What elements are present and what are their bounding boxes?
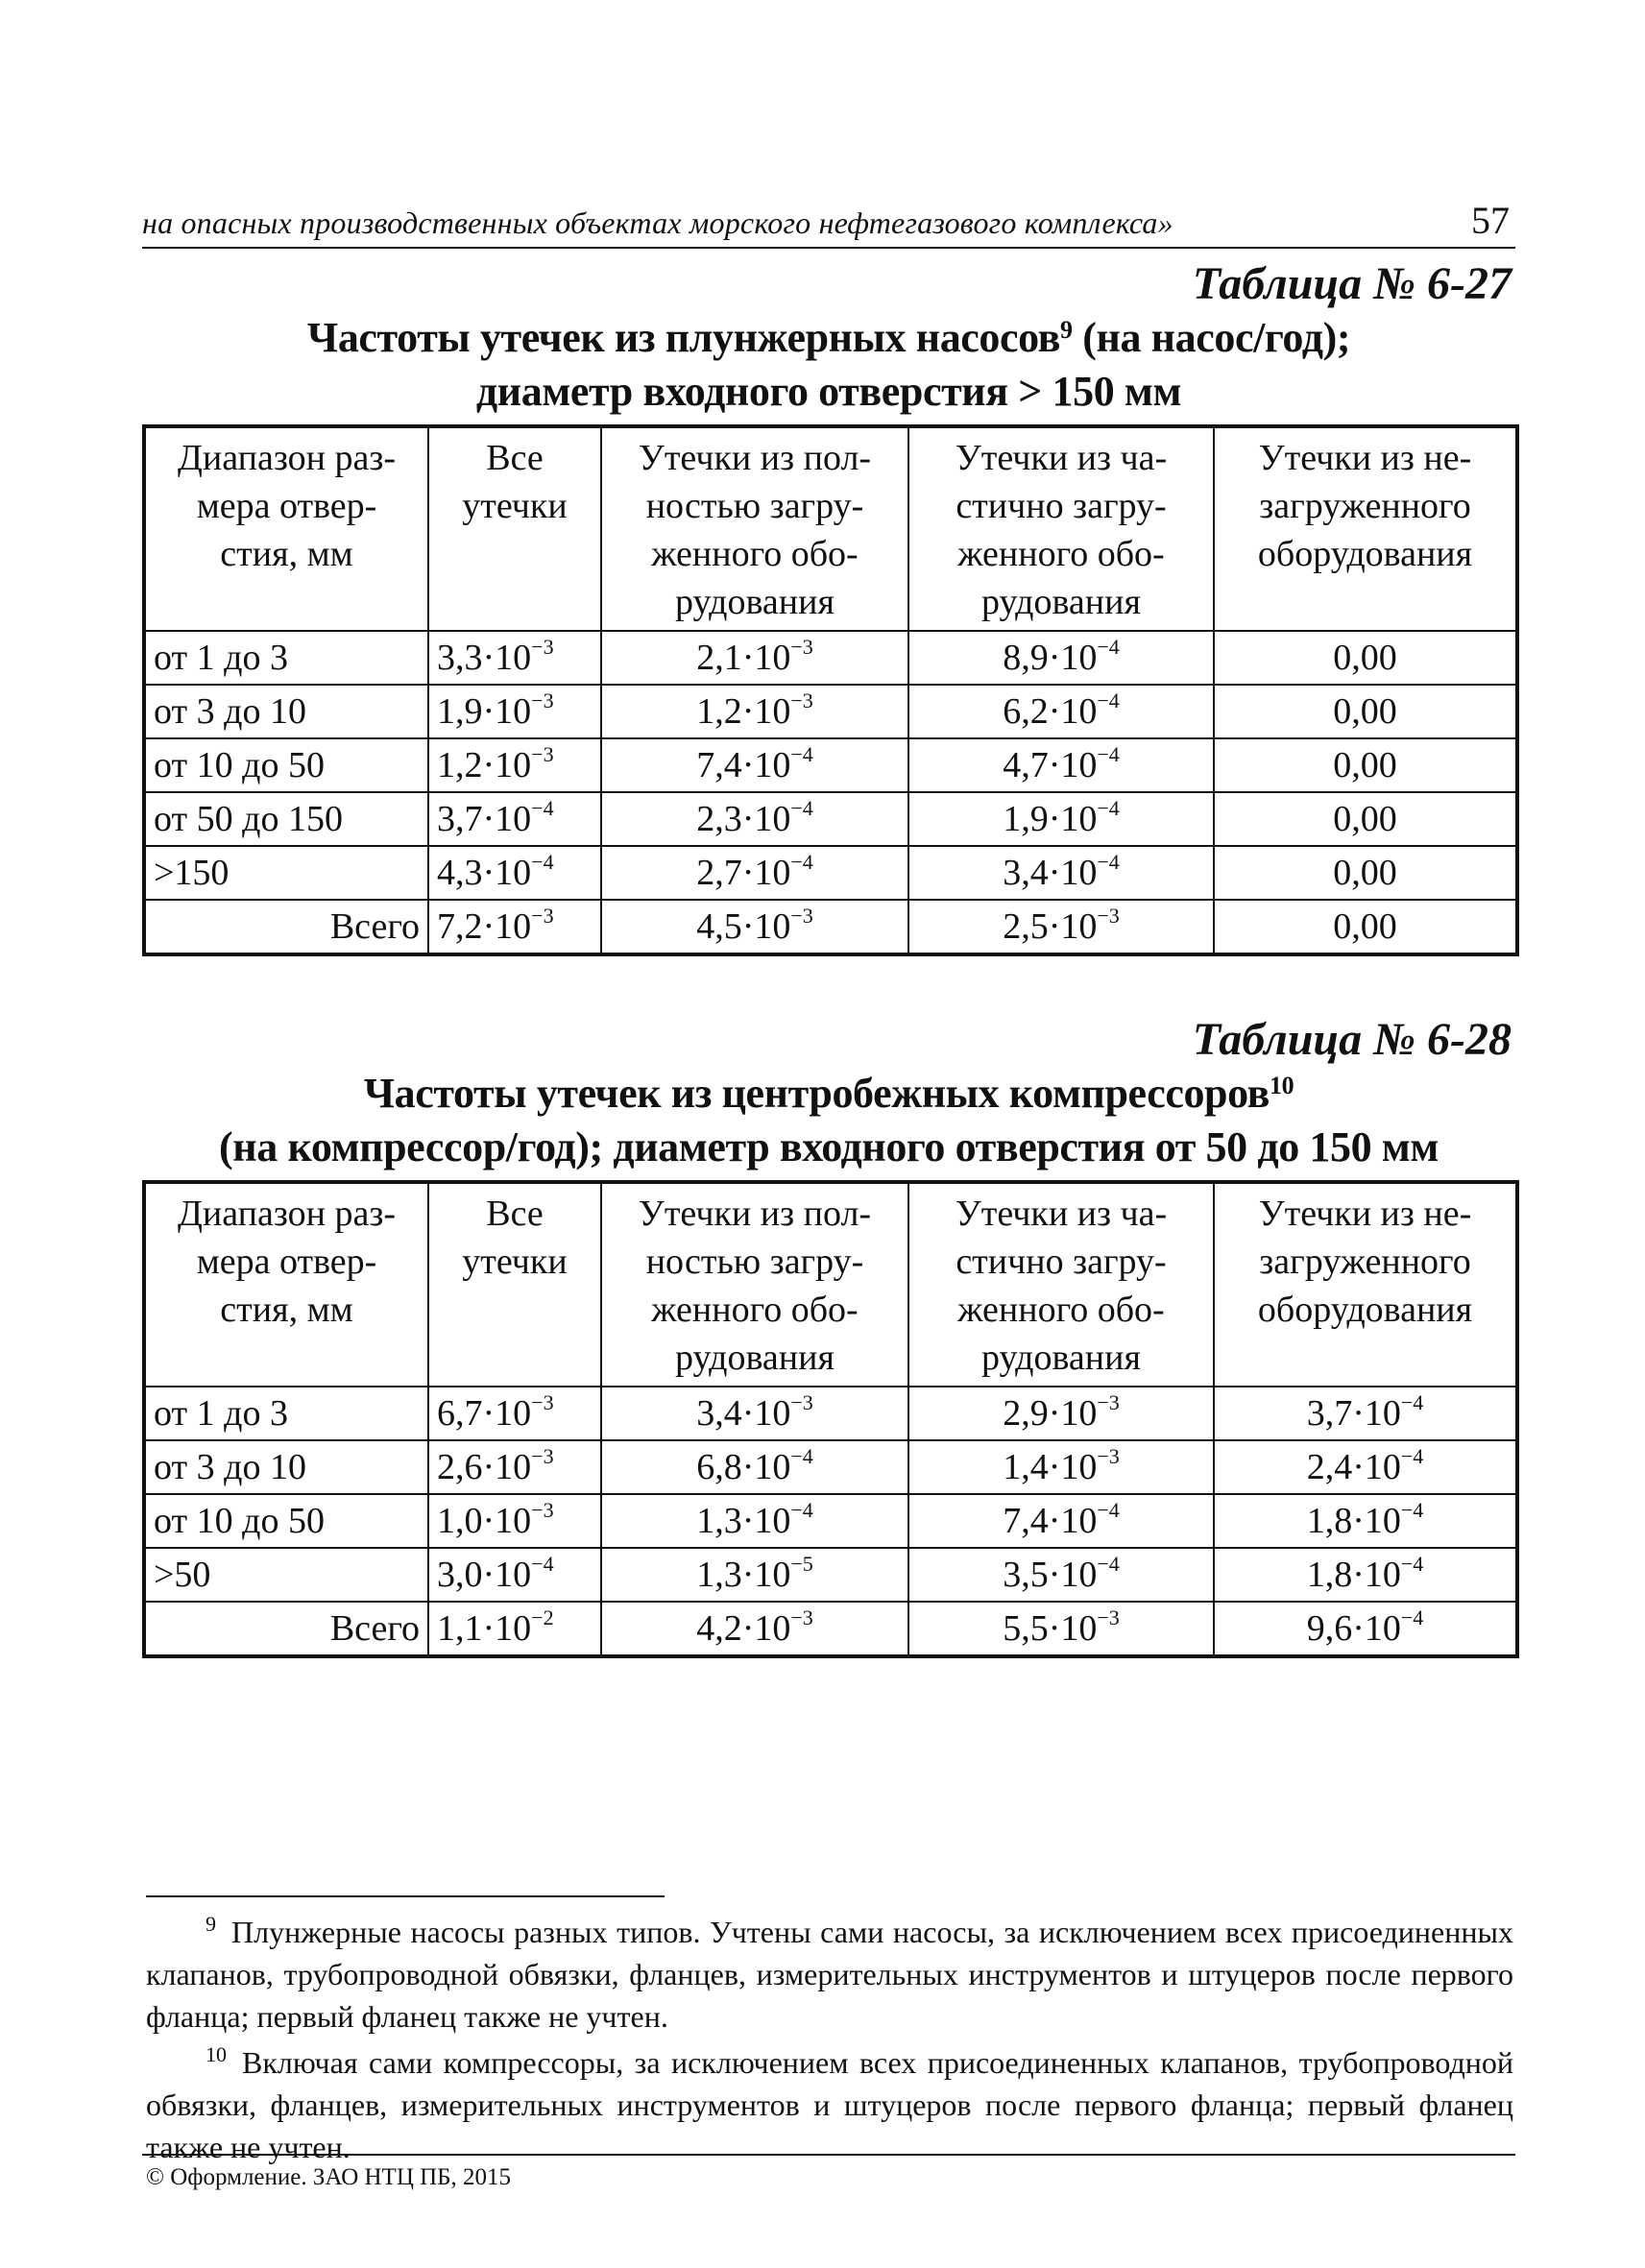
value-exponent: −4 [1097, 1552, 1120, 1576]
full-load-cell [601, 1602, 908, 1656]
table-row [144, 1548, 1517, 1602]
value-mantissa: 1,9·10 [437, 691, 532, 732]
value-exponent: −3 [1097, 1605, 1120, 1629]
all-leaks-cell [428, 1548, 601, 1602]
footnote-text: Плунжерные насосы разных типов. Учтены сами насосы, за исключением всех присоединенных клапанов, трубопроводной обвязки, фланцев, измерительных инструментов и штуцеров после первого фланца; первый фланец также не учтен. [146, 1915, 1513, 2034]
all-leaks-cell [428, 738, 601, 792]
value-mantissa: 3,5·10 [1003, 1555, 1098, 1595]
value-exponent: −4 [1400, 1605, 1424, 1629]
value-mantissa: 2,9·10 [1003, 1393, 1098, 1434]
column-header: Утечки из ча- стично загру- женного обо- рудования [908, 426, 1214, 631]
value-mantissa: 6,8·10 [696, 1447, 791, 1487]
range-cell: от 1 до 3 [144, 631, 428, 685]
value-exponent: −5 [790, 1552, 813, 1576]
partial-load-cell [908, 900, 1214, 954]
partial-load-cell [908, 846, 1214, 900]
column-header: Утечки из не- загруженного оборудования [1214, 426, 1517, 631]
value-mantissa: 3,7·10 [437, 799, 532, 839]
value-mantissa: 1,0·10 [437, 1501, 532, 1541]
range-cell: Всего [144, 900, 428, 954]
value-mantissa: 8,9·10 [1003, 638, 1098, 678]
footnote-ref: 9 [1060, 316, 1073, 344]
table-title-line1 [142, 1067, 1515, 1121]
footnote-ref: 10 [1270, 1072, 1294, 1099]
value-mantissa: 0,00 [1333, 691, 1397, 732]
value-mantissa: 4,7·10 [1003, 745, 1098, 785]
value-exponent: −4 [790, 1444, 813, 1468]
value-exponent: −3 [790, 688, 813, 712]
value-exponent: −4 [790, 850, 813, 874]
table-header-row [144, 426, 1517, 631]
copyright: © Оформление. ЗАО НТЦ ПБ, 2015 [146, 2164, 512, 2190]
full-load-cell [601, 1387, 908, 1440]
all-leaks-cell [428, 1440, 601, 1494]
value-exponent: −3 [531, 1390, 554, 1414]
value-exponent: −3 [790, 1605, 813, 1629]
table-row [144, 1602, 1517, 1656]
footnote [146, 2041, 1513, 2168]
value-exponent: −3 [531, 1498, 554, 1522]
value-mantissa: 4,5·10 [696, 906, 791, 947]
partial-load-cell [908, 1440, 1214, 1494]
footnote-separator [146, 1895, 665, 1897]
value-mantissa: 7,2·10 [437, 906, 532, 947]
value-exponent: −4 [1097, 850, 1120, 874]
table-title-line1 [142, 311, 1515, 365]
running-head-text: на опасных производственных объектах морского нефтегазового комплекса» [142, 205, 1173, 240]
unloaded-cell [1214, 1387, 1517, 1440]
unloaded-cell [1214, 1602, 1517, 1656]
column-header: Все утечки [428, 426, 601, 631]
column-header: Утечки из ча- стично загру- женного обо- рудования [908, 1182, 1214, 1387]
unloaded-cell [1214, 738, 1517, 792]
value-exponent: −4 [1097, 796, 1120, 820]
partial-load-cell [908, 1494, 1214, 1548]
table-row [144, 846, 1517, 900]
range-cell: от 3 до 10 [144, 685, 428, 738]
value-mantissa: 3,3·10 [437, 638, 532, 678]
value-exponent: −4 [790, 742, 813, 766]
all-leaks-cell [428, 900, 601, 954]
full-load-cell [601, 1440, 908, 1494]
column-header: Утечки из не- загруженного оборудования [1214, 1182, 1517, 1387]
value-exponent: −3 [1097, 1390, 1120, 1414]
range-cell: от 10 до 50 [144, 738, 428, 792]
value-mantissa: 1,4·10 [1003, 1447, 1098, 1487]
unloaded-cell [1214, 685, 1517, 738]
all-leaks-cell [428, 1602, 601, 1656]
value-exponent: −3 [790, 904, 813, 928]
value-mantissa: 6,2·10 [1003, 691, 1098, 732]
partial-load-cell [908, 1387, 1214, 1440]
all-leaks-cell [428, 685, 601, 738]
all-leaks-cell [428, 792, 601, 846]
full-load-cell [601, 631, 908, 685]
range-cell: от 1 до 3 [144, 1387, 428, 1440]
page-number: 57 [1471, 199, 1510, 242]
partial-load-cell [908, 685, 1214, 738]
value-exponent: −3 [531, 742, 554, 766]
value-mantissa: 1,8·10 [1306, 1555, 1401, 1595]
partial-load-cell [908, 1602, 1214, 1656]
unloaded-cell [1214, 846, 1517, 900]
value-mantissa: 3,4·10 [1003, 853, 1098, 893]
value-mantissa: 3,4·10 [696, 1393, 791, 1434]
column-header: Диапазон раз- мера отвер- стия, мм [144, 1182, 428, 1387]
range-cell: >50 [144, 1548, 428, 1602]
unloaded-cell [1214, 1440, 1517, 1494]
value-exponent: −4 [790, 796, 813, 820]
table-row [144, 738, 1517, 792]
value-mantissa: 1,3·10 [696, 1501, 791, 1541]
leak-frequency-table-compressors [142, 1180, 1519, 1658]
value-mantissa: 2,6·10 [437, 1447, 532, 1487]
table-row [144, 1440, 1517, 1494]
table-title-line2: (на компрессор/год); диаметр входного отверстия от 50 до 150 мм [219, 1123, 1439, 1170]
table-row [144, 685, 1517, 738]
leak-frequency-table-pumps [142, 424, 1519, 956]
range-cell: >150 [144, 846, 428, 900]
table-row [144, 631, 1517, 685]
value-mantissa: 2,4·10 [1306, 1447, 1401, 1487]
unloaded-cell [1214, 631, 1517, 685]
value-mantissa: 0,00 [1333, 745, 1397, 785]
column-header: Диапазон раз- мера отвер- стия, мм [144, 426, 428, 631]
running-head [142, 197, 1515, 249]
value-exponent: −3 [531, 688, 554, 712]
table-number: Таблица № 6-28 [1192, 1014, 1512, 1065]
table-row [144, 1494, 1517, 1548]
table-row [144, 1387, 1517, 1440]
value-mantissa: 1,2·10 [696, 691, 791, 732]
value-mantissa: 5,5·10 [1003, 1608, 1098, 1649]
value-mantissa: 1,2·10 [437, 745, 532, 785]
value-exponent: −3 [1097, 904, 1120, 928]
value-exponent: −3 [531, 635, 554, 659]
full-load-cell [601, 1494, 908, 1548]
value-exponent: −4 [1097, 742, 1120, 766]
partial-load-cell [908, 738, 1214, 792]
table-header-row [144, 1182, 1517, 1387]
value-mantissa: 2,1·10 [696, 638, 791, 678]
full-load-cell [601, 846, 908, 900]
unloaded-cell [1214, 1548, 1517, 1602]
value-mantissa: 4,3·10 [437, 853, 532, 893]
value-mantissa: 7,4·10 [696, 745, 791, 785]
value-exponent: −4 [1097, 635, 1120, 659]
value-mantissa: 0,00 [1333, 906, 1397, 947]
column-header: Утечки из пол- ностью загру- женного обо- рудования [601, 426, 908, 631]
range-cell: от 3 до 10 [144, 1440, 428, 1494]
full-load-cell [601, 738, 908, 792]
all-leaks-cell [428, 1494, 601, 1548]
value-mantissa: 3,7·10 [1306, 1393, 1401, 1434]
table-title-text: Частоты утечек из плунжерных насосов [306, 314, 1061, 361]
full-load-cell [601, 1548, 908, 1602]
bottom-separator [142, 2154, 1515, 2156]
value-mantissa: 1,3·10 [696, 1555, 791, 1595]
value-exponent: −4 [531, 1552, 554, 1576]
value-mantissa: 0,00 [1333, 853, 1397, 893]
partial-load-cell [908, 631, 1214, 685]
value-exponent: −3 [790, 1390, 813, 1414]
value-exponent: −4 [790, 1498, 813, 1522]
value-exponent: −4 [1097, 1498, 1120, 1522]
footnote-text: Включая сами компрессоры, за исключением всех присоединенных клапанов, трубопроводной обвязки, фланцев, измерительных инструментов и штуцеров после первого фланца; первый фланец также не учтен. [146, 2045, 1513, 2164]
table-title-line2: диаметр входного отверстия > 150 мм [475, 368, 1182, 415]
value-exponent: −4 [1400, 1498, 1424, 1522]
value-exponent: −4 [1400, 1444, 1424, 1468]
footnotes [146, 1911, 1513, 2172]
unloaded-cell [1214, 900, 1517, 954]
value-mantissa: 1,1·10 [437, 1608, 532, 1649]
value-exponent: −4 [1097, 688, 1120, 712]
full-load-cell [601, 685, 908, 738]
value-mantissa: 0,00 [1333, 638, 1397, 678]
table-title-tail: (на насос/год); [1072, 314, 1351, 361]
unloaded-cell [1214, 1494, 1517, 1548]
value-mantissa: 9,6·10 [1306, 1608, 1401, 1649]
value-exponent: −4 [1400, 1390, 1424, 1414]
value-mantissa: 7,4·10 [1003, 1501, 1098, 1541]
value-exponent: −3 [1097, 1444, 1120, 1468]
range-cell: Всего [144, 1602, 428, 1656]
value-mantissa: 2,7·10 [696, 853, 791, 893]
table-row [144, 792, 1517, 846]
value-mantissa: 6,7·10 [437, 1393, 532, 1434]
partial-load-cell [908, 1548, 1214, 1602]
value-mantissa: 2,5·10 [1003, 906, 1098, 947]
value-exponent: −4 [1400, 1552, 1424, 1576]
table-number: Таблица № 6-27 [1192, 258, 1512, 309]
footnote [146, 1911, 1513, 2038]
value-mantissa: 3,0·10 [437, 1555, 532, 1595]
value-exponent: −4 [531, 850, 554, 874]
all-leaks-cell [428, 631, 601, 685]
range-cell: от 10 до 50 [144, 1494, 428, 1548]
table-title-text: Частоты утечек из центробежных компрессоров [363, 1070, 1270, 1117]
footnote-mark: 10 [206, 2042, 227, 2066]
table-block-6-28 [142, 1013, 1515, 1658]
value-exponent: −3 [531, 904, 554, 928]
column-header: Все утечки [428, 1182, 601, 1387]
full-load-cell [601, 900, 908, 954]
value-mantissa: 0,00 [1333, 799, 1397, 839]
column-header: Утечки из пол- ностью загру- женного обо- рудования [601, 1182, 908, 1387]
all-leaks-cell [428, 846, 601, 900]
value-mantissa: 1,9·10 [1003, 799, 1098, 839]
value-exponent: −3 [790, 635, 813, 659]
all-leaks-cell [428, 1387, 601, 1440]
value-mantissa: 1,8·10 [1306, 1501, 1401, 1541]
partial-load-cell [908, 792, 1214, 846]
value-exponent: −3 [531, 1444, 554, 1468]
value-mantissa: 4,2·10 [696, 1608, 791, 1649]
table-block-6-27 [142, 257, 1515, 956]
full-load-cell [601, 792, 908, 846]
value-mantissa: 2,3·10 [696, 799, 791, 839]
table-row [144, 900, 1517, 954]
range-cell: от 50 до 150 [144, 792, 428, 846]
value-exponent: −2 [531, 1605, 554, 1629]
footnote-mark: 9 [206, 1912, 216, 1936]
unloaded-cell [1214, 792, 1517, 846]
value-exponent: −4 [531, 796, 554, 820]
